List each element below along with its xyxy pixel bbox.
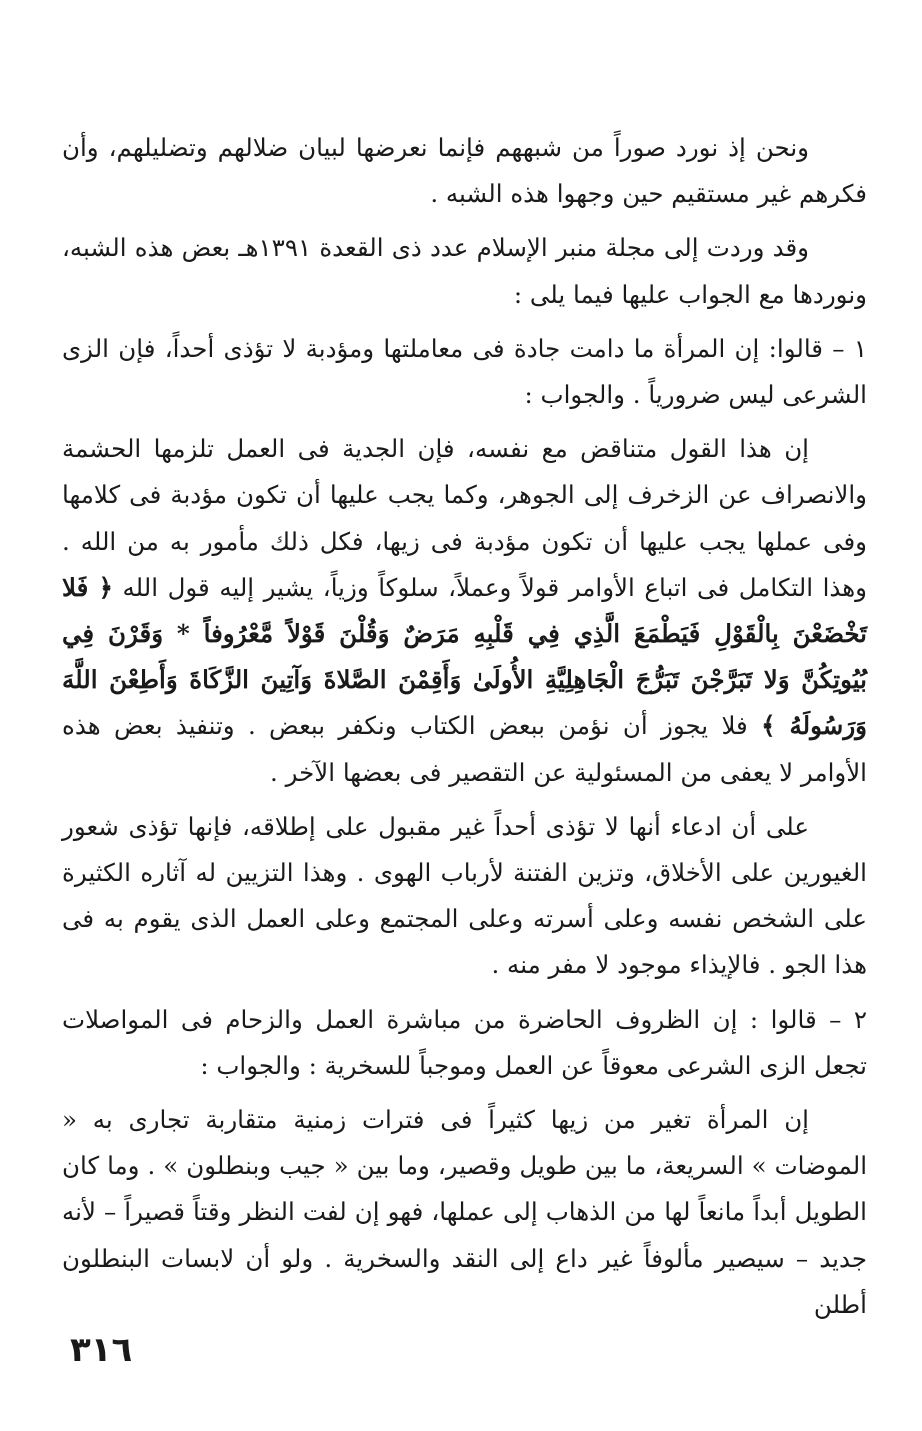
paragraph-question-1: ١ – قالوا: إن المرأة ما دامت جادة فى معاملتها ومؤدبة لا تؤذى أحداً، فإن الزى الشرعى ليس ضرورياً . والجواب : — [62, 333, 867, 410]
paragraph-harm: على أن ادعاء أنها لا تؤذى أحداً غير مقبول على إطلاقه، فإنها تؤذى شعور الغيورين على الأخلاق، وتزين الفتنة لأرباب الهوى . وهذا التزيين له آثاره الكثيرة على الشخص نفسه وعلى أسرته وعلى المجتمع وعلى العمل الذى يقوم به فى هذا الجو . فالإيذاء موجود لا مفر منه . — [62, 811, 867, 980]
quran-verse: ﴿ فَلا تَخْضَعْنَ بِالْقَوْلِ فَيَطْمَعَ الَّذِي فِي قَلْبِهِ مَرَضٌ وَقُلْنَ قَوْلاً مَّعْرُوفاً * وَقَرْنَ فِي بُيُوتِكُنَّ وَلا تَبَرَّجْنَ تَبَرُّجَ الْجَاهِلِيَّةِ الأُولَىٰ وَأَقِمْنَ الصَّلاةَ وَآتِينَ الزَّكَاةَ وَأَطِعْنَ اللَّهَ وَرَسُولَهُ ﴾ — [62, 572, 867, 741]
paragraph-answer-2: إن المرأة تغير من زيها كثيراً فى فترات زمنية متقاربة تجارى به « الموضات » السريعة، ما بين طويل وقصير، وما بين « جيب وبنطلون » . وما كان الطويل أبداً مانعاً لها من الذهاب إلى عملها، فهو إن لفت النظر وقتاً قصيراً – لأنه جديد – سيصير مألوفاً غير داع إلى النقد والسخرية . ولو أن لابسات البنطلون أطلن — [62, 1105, 867, 1319]
answer-1-text: إن هذا القول متناقض مع نفسه، فإن الجدية فى العمل تلزمها الحشمة والانصراف عن الزخرف إلى الجوهر، وكما يجب عليها أن تكون مؤدبة فى كلامها وفى عملها يجب عليها أن تكون مؤدبة فى زيها، فكل ذلك مأمور به من الله . وهذا التكامل فى اتباع الأوامر قولاً وعملاً، سلوكاً وزياً، يشير إليه قول الله — [62, 434, 868, 602]
paragraph-source: وقد وردت إلى مجلة منبر الإسلام عدد ذى القعدة ١٣٩١هـ بعض هذه الشبه، ونوردها مع الجواب عليها فيما يلى : — [62, 233, 867, 309]
answer-1-text-continued: فلا يجوز أن نؤمن ببعض الكتاب ونكفر ببعض . وتنفيذ بعض هذه الأوامر لا يعفى من المسئولية عن التقصير فى بعضها الآخر . — [62, 711, 867, 787]
page-number: ٣١٦ — [70, 1330, 133, 1370]
paragraph-answer-1 — [62, 426, 867, 796]
paragraph-intro: ونحن إذ نورد صوراً من شبههم فإنما نعرضها لبيان ضلالهم وتضليلهم، وأن فكرهم غير مستقيم حين وجهوا هذه الشبه . — [62, 133, 867, 209]
page-body — [62, 125, 867, 1336]
paragraph-question-2: ٢ – قالوا : إن الظروف الحاضرة من مباشرة العمل والزحام فى المواصلات تجعل الزى الشرعى معوقاً عن العمل وموجباً للسخرية : والجواب : — [62, 1004, 867, 1080]
